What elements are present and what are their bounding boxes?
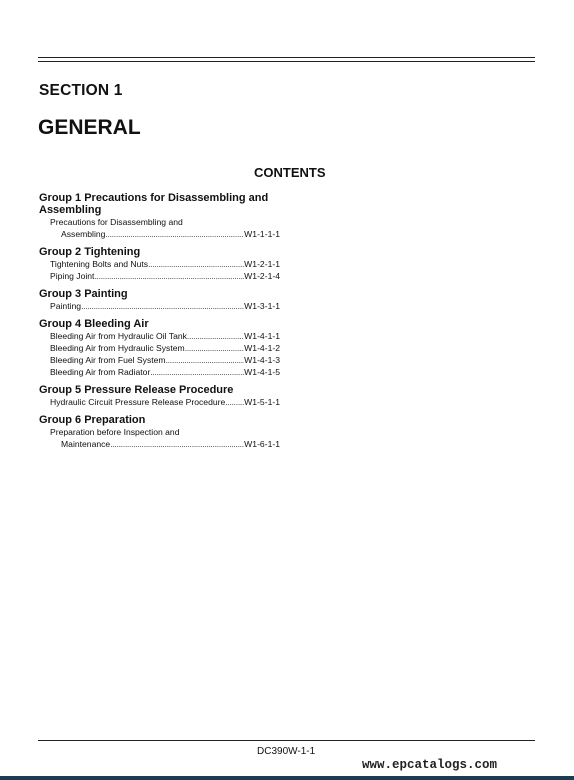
toc-entry-page: W1-6-1-1 [244, 439, 280, 449]
toc-group-6 [39, 414, 280, 450]
group-title: Group 4 Bleeding Air [39, 318, 149, 330]
toc-group-1 [39, 192, 280, 240]
toc-entry-page: W1-2-1-4 [244, 271, 280, 281]
footer-page-id: DC390W-1-1 [257, 746, 316, 757]
leader-dots [148, 258, 244, 270]
leader-dots [110, 438, 244, 450]
toc-entry-page: W1-4-1-2 [244, 343, 280, 353]
toc-entry[interactable] [39, 258, 280, 270]
table-of-contents [39, 192, 280, 456]
group-title [39, 192, 280, 216]
toc-group-5 [39, 384, 280, 408]
group-title: Group 3 Painting [39, 288, 128, 300]
toc-group-4 [39, 318, 280, 378]
toc-entry[interactable] [39, 228, 280, 240]
top-rule-thin [38, 61, 535, 62]
toc-entry[interactable] [39, 354, 280, 366]
group-title-line: Group 1 Precautions for Disassembling and [39, 192, 269, 204]
toc-entry[interactable] [39, 270, 280, 282]
leader-dots [105, 228, 244, 240]
toc-entry-text: Bleeding Air from Fuel System [50, 355, 166, 365]
contents-heading: CONTENTS [254, 165, 326, 180]
toc-entry[interactable] [39, 438, 280, 450]
toc-group-3 [39, 288, 280, 312]
toc-entry-text: Painting [50, 301, 82, 311]
toc-entry-text-line[interactable]: Precautions for Disassembling and [50, 217, 183, 227]
toc-entry-page: W1-5-1-1 [244, 397, 280, 407]
toc-entry[interactable] [39, 342, 280, 354]
toc-group-2 [39, 246, 280, 282]
toc-entry-text: Assembling [61, 229, 106, 239]
toc-entry-page: W1-2-1-1 [244, 259, 280, 269]
group-title: Group 2 Tightening [39, 246, 141, 258]
toc-entry-text: Tightening Bolts and Nuts [50, 259, 149, 269]
toc-entry[interactable] [39, 300, 280, 312]
toc-entry-text: Piping Joint [50, 271, 95, 281]
toc-entry-text-line[interactable]: Preparation before Inspection and [50, 427, 180, 437]
watermark-url[interactable]: www.epcatalogs.com [362, 758, 498, 772]
toc-entry-page: W1-1-1-1 [244, 229, 280, 239]
toc-entry-text: Maintenance [61, 439, 111, 449]
toc-entry-text: Bleeding Air from Radiator [50, 367, 151, 377]
toc-entry-page: W1-3-1-1 [244, 301, 280, 311]
group-title: Group 6 Preparation [39, 414, 146, 426]
leader-dots [150, 366, 244, 378]
bottom-rule [38, 740, 535, 741]
group-title-line: Assembling [39, 204, 102, 216]
toc-entry-text: Hydraulic Circuit Pressure Release Procedure [50, 397, 226, 407]
leader-dots [187, 330, 244, 342]
bottom-bar [0, 776, 574, 780]
section-title: GENERAL [38, 116, 141, 139]
leader-dots [225, 396, 244, 408]
toc-entry[interactable] [39, 396, 280, 408]
toc-entry-page: W1-4-1-3 [244, 355, 280, 365]
toc-entry-text: Bleeding Air from Hydraulic System [50, 343, 185, 353]
leader-dots [166, 354, 245, 366]
toc-entry-page: W1-4-1-1 [244, 331, 280, 341]
group-title: Group 5 Pressure Release Procedure [39, 384, 234, 396]
toc-entry-text: Bleeding Air from Hydraulic Oil Tank [50, 331, 187, 341]
toc-entry[interactable] [39, 330, 280, 342]
toc-entry[interactable] [39, 366, 280, 378]
toc-entry-page: W1-4-1-5 [244, 367, 280, 377]
leader-dots [94, 270, 244, 282]
top-rule-thick [38, 57, 535, 58]
section-label: SECTION 1 [39, 82, 123, 99]
leader-dots [81, 300, 244, 312]
leader-dots [185, 342, 244, 354]
